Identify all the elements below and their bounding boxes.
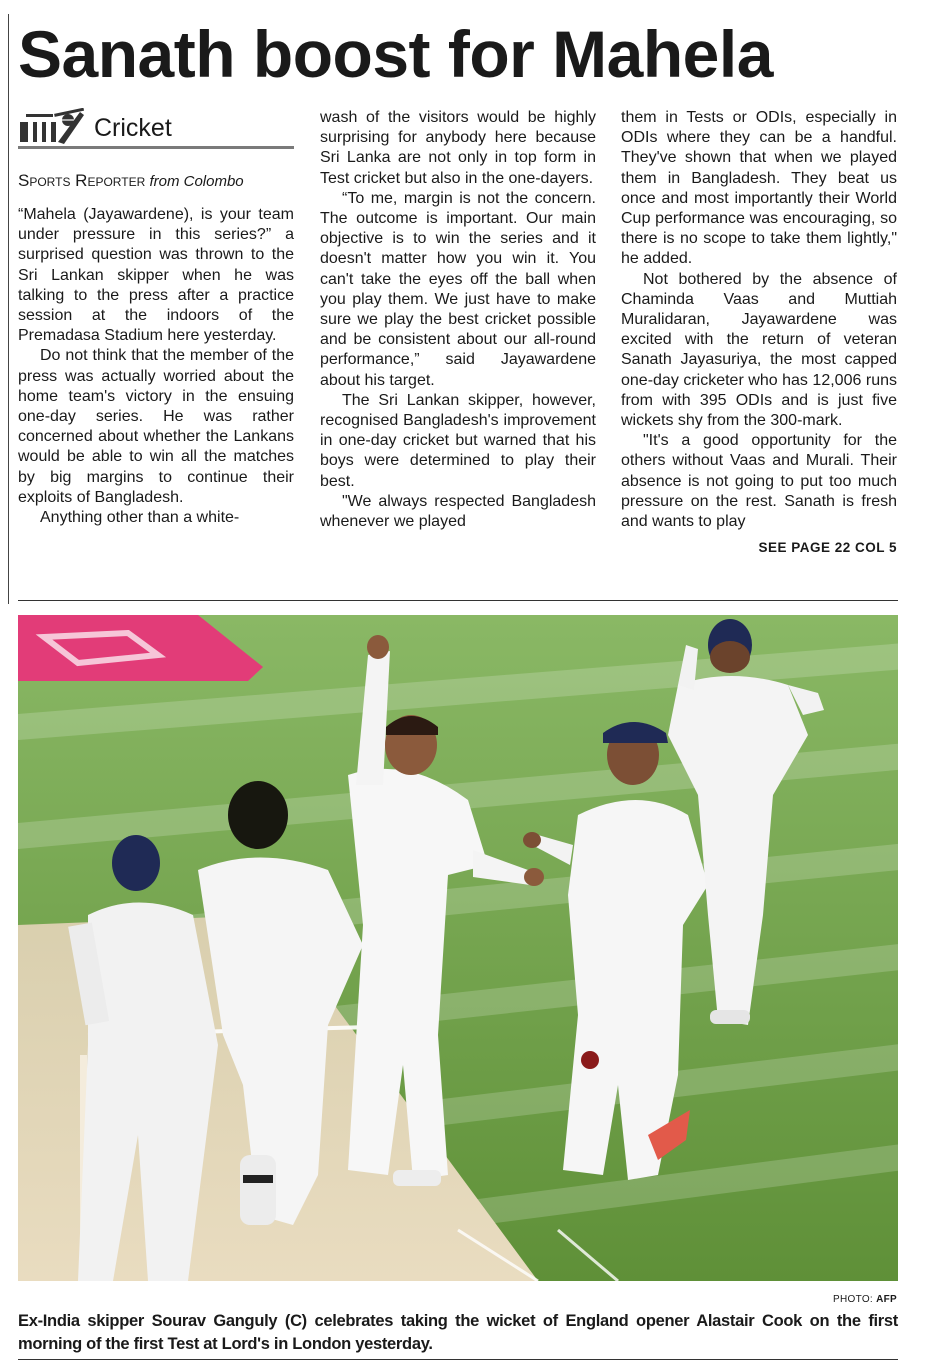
article-paragraph: The Sri Lankan skipper, however, recognised Bangladesh's improvement in one-day cricket but warned that his boys were determined to play their best.	[320, 391, 596, 490]
news-photo	[18, 615, 898, 1281]
section-name: Cricket	[94, 114, 172, 142]
cricket-wickets-logo-icon	[18, 108, 92, 144]
left-column-rule	[8, 14, 9, 604]
article-paragraph: “To me, margin is not the concern. The outcome is important. Our main objective is to win the series and it doesn't matter how you win it. You can't take the eyes off the ball when you play them. We just have to make sure we play the best cricket possible and be consistent about our all-round performance,” said Jayawardene about his target.	[320, 189, 596, 389]
section-tag	[18, 108, 294, 148]
byline-name: Sports Reporter	[18, 171, 146, 190]
article-paragraph: "We always respected Bangladesh whenever we played	[320, 492, 596, 531]
cricket-celebration-illustration	[18, 615, 898, 1281]
headline: Sanath boost for Mahela	[18, 17, 773, 91]
page-bottom-rule	[18, 1359, 898, 1360]
byline	[18, 172, 294, 191]
photo-caption: Ex-India skipper Sourav Ganguly (C) celebrates taking the wicket of England opener Alastair Cook on the first morning of the first Test at Lord's in London yesterday.	[18, 1312, 898, 1353]
article-paragraph: Anything other than a white-	[40, 509, 240, 527]
article-column-3	[621, 108, 897, 558]
photo-credit	[833, 1294, 897, 1305]
article-paragraph: wash of the visitors would be highly surprising for anybody here because Sri Lanka are not only in top form in Test cricket but also in the one-dayers.	[320, 109, 596, 187]
article-paragraph: "It's a good opportunity for the others without Vaas and Murali. Their absence is not going to put too much pressure on the rest. Sanath is fresh and wants to play	[621, 432, 897, 531]
byline-from: from Colombo	[149, 173, 244, 190]
article-paragraph: them in Tests or ODIs, especially in ODIs where they can be a handful. They've shown that when we played them in Bangladesh. They beat us once and most importantly their World Cup performance was encouraging, so there is no scope to take them lightly," he added.	[621, 109, 897, 268]
article-bottom-rule	[18, 600, 898, 601]
photo-credit-source: AFP	[876, 1294, 897, 1305]
photo-credit-label: PHOTO:	[833, 1294, 873, 1305]
jump-reference: SEE PAGE 22 COL 5	[758, 540, 897, 556]
article-column-2	[320, 108, 596, 532]
article-paragraph: Do not think that the member of the press was actually worried about the home team's victory in the ensuing one-day series. He was rather concerned about whether the Lankans would be able to win all the matches by big margins to continue their exploits of Bangladesh.	[18, 347, 294, 506]
article-column-1	[18, 108, 294, 528]
section-rule	[18, 146, 294, 149]
article-paragraph: Not bothered by the absence of Chaminda Vaas and Muttiah Muralidaran, Jayawardene was excited with the return of veteran Sanath Jayasuriya, the most capped one-day cricketer who has 12,006 runs from with 395 ODIs and is just five wickets shy from the 300-mark.	[621, 270, 897, 430]
article-paragraph: “Mahela (Jayawardene), is your team under pressure in this series?” a surprised question was thrown to the Sri Lankan skipper when he was talking to the press after a practice session at the indoors of the Premadasa Stadium here yesterday.	[18, 206, 294, 345]
